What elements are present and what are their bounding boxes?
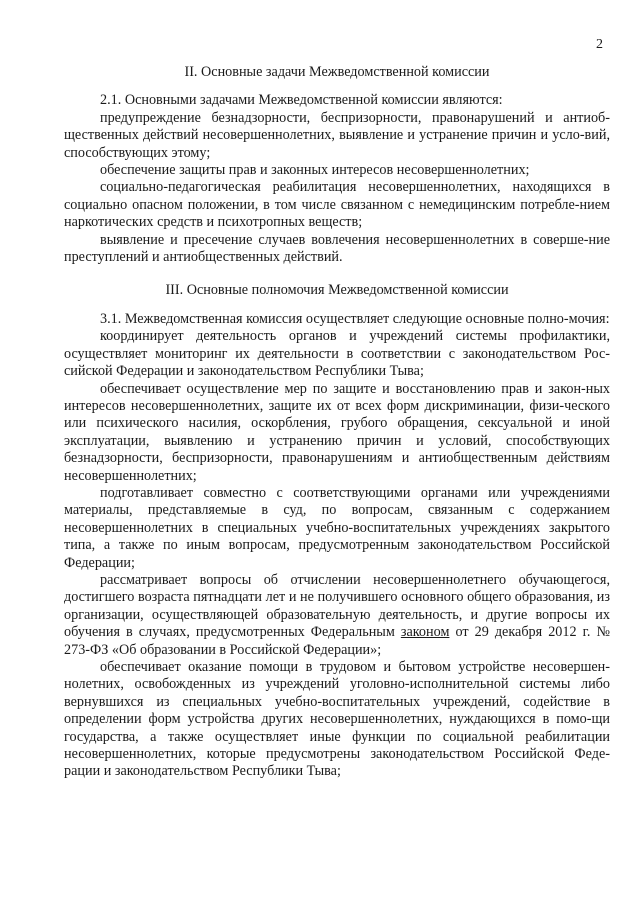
section-3-item-expulsion	[64, 572, 610, 659]
section-3-item-coordination: координирует деятельность органов и учреждений системы профилактики, осуществляет мониторинг их деятельности в соответствии с законодательством Рос-сийской Федерации и законодательством Республики Тыва;	[64, 328, 610, 380]
section-2-item-prevention: предупреждение безнадзорности, беспризорности, правонарушений и антиоб-щественных действий несовершеннолетних, выявление и устранение причин и усло-вий, способствующих этому;	[64, 109, 610, 161]
document-body	[64, 64, 610, 781]
expulsion-text-before: рассматривает вопросы об отчислении несовершеннолетнего обучающегося, достигшего возраста пятнадцати лет и не получившего основного общего образования, из организации, осуществляющей образовательную деятельность, и другие вопросы их обучения в случаях, предусмотренных Федеральным	[64, 571, 610, 641]
section-2-intro: 2.1. Основными задачами Межведомственной комиссии являются:	[100, 92, 503, 109]
expulsion-text-after: от 29 декабря 2012 г. № 273-ФЗ «Об образовании в Российской Федерации»;	[64, 624, 610, 658]
section-3-intro: 3.1. Межведомственная комиссия осуществляет следующие основные полно-мочия:	[100, 310, 610, 327]
section-2-heading: II. Основные задачи Межведомственной комиссии	[184, 64, 490, 80]
section-3-item-court-materials: подготавливает совместно с соответствующими органами или учреждениями материалы, представляемые в суд, по вопросам, связанным с содержанием несовершеннолетних в специальных учебно-воспитательных учреждениях закрытого типа, а также по иным вопросам, предусмотренным законодательством Российской Федерации;	[64, 484, 610, 571]
section-2-item-rehabilitation: социально-педагогическая реабилитация несовершеннолетних, находящихся в социально опасном положении, в том числе связанном с немедицинским потребле-нием наркотических средств и психотропных веществ;	[64, 179, 610, 231]
law-link[interactable]: законом	[400, 624, 450, 641]
section-3-item-employment-assistance: обеспечивает оказание помощи в трудовом и бытовом устройстве несовершен-нолетних, освобожденных из учреждений уголовно-исполнительной системы либо вернувшихся из специальных учебно-воспитательных учреждений, содействие в определении форм устройства других несовершеннолетних, нуждающихся в помо-щи государства, а также осуществляет иные функции по социальной реабилитации несовершеннолетних, которые предусмотрены законодательством Российской Феде-рации и законодательством Республики Тыва;	[64, 659, 610, 780]
page-number: 2	[596, 37, 603, 52]
section-3-heading: III. Основные полномочия Межведомственной комиссии	[165, 282, 509, 299]
section-3-item-rights-protection: обеспечивает осуществление мер по защите и восстановлению прав и закон-ных интересов несовершеннолетних, защите их от всех форм дискриминации, физи-ческого или психического насилия, оскорбления, грубого обращения, сексуальной и иной эксплуатации, выявлению и устранению причин и условий, способствующих безнадзорности, беспризорности, правонарушениям и антиобщественным действиям несовершеннолетних;	[64, 380, 610, 484]
section-2-item-detection: выявление и пресечение случаев вовлечения несовершеннолетних в соверше-ние преступлений и антиобщественных действий.	[64, 231, 610, 266]
section-2-item-protection: обеспечение защиты прав и законных интересов несовершеннолетних;	[100, 162, 530, 179]
